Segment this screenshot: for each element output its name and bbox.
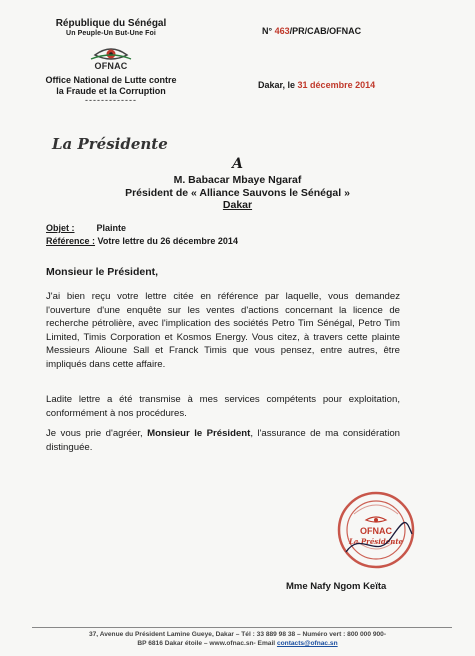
paragraph-3 — [46, 427, 400, 454]
signatory-name: Mme Nafy Ngom Keïta — [286, 581, 387, 592]
footer-divider — [32, 627, 452, 628]
letter-date — [258, 80, 375, 90]
reference-prefix: N° — [262, 26, 273, 36]
closing-part-2: , l'assurance de ma considération distinguée. — [46, 428, 400, 453]
stamp-logo-text: OFNAC — [360, 526, 392, 536]
recipient-block — [0, 174, 475, 212]
addressee-marker: A — [232, 156, 243, 172]
reference-value: Votre lettre du 26 décembre 2014 — [97, 236, 238, 246]
letterhead — [36, 18, 186, 105]
reference-line — [46, 236, 238, 246]
paragraph-1: J'ai bien reçu votre lettre citée en référence par laquelle, vous demandez l'ouverture d'une enquête sur les ventes d'actions concernant la licence de recherche pétrolière, avec l'implication des sociétés Petro Tim Sénégal, Petro Tim Limited, Timis Corporation et Kosmos Energy. Vous citez, à travers cette plainte Messieurs Alioune Sall et Franck Timis que vous pensez, entre autres, être impliqués dans cette affaire. — [46, 291, 400, 371]
subject-line — [46, 223, 126, 233]
closing-addressee: Monsieur le Président — [147, 428, 251, 439]
official-stamp — [336, 490, 416, 570]
date-prefix: Dakar, le — [258, 80, 296, 90]
footer-email-link[interactable]: contacts@ofnac.sn — [276, 640, 338, 647]
recipient-title: Président de « Alliance Sauvons le Sénégal » — [125, 186, 350, 199]
signatory-title: La Présidente — [52, 135, 168, 153]
footer-address: 37, Avenue du Président Lamine Gueye, Dakar – Tél : 33 889 98 38 – Numéro vert : 800 000 900- — [88, 631, 387, 638]
office-line-2: la Fraude et la Corruption — [56, 85, 166, 96]
subject-value: Plainte — [96, 223, 127, 233]
footer-contact-text: BP 6816 Dakar étoile – www.ofnac.sn- Email — [137, 640, 277, 647]
separator-dashes: ------------- — [85, 95, 137, 106]
recipient-name: M. Babacar Mbaye Ngaraf — [173, 174, 302, 186]
reference-number-value: 463 — [274, 26, 290, 36]
reference-suffix: /PR/CAB/OFNAC — [289, 26, 362, 36]
footer-contact — [0, 640, 475, 649]
stamp-inner-text: La Présidente — [348, 537, 404, 546]
reference-label: Référence : — [46, 236, 96, 246]
paragraph-2: Ladite lettre a été transmise à mes services compétents pour exploitation, conformément à nos procédures. — [46, 394, 400, 419]
office-name — [36, 75, 186, 98]
subject-label: Objet : — [46, 223, 75, 233]
logo-text: OFNAC — [94, 60, 128, 71]
office-line-1: Office National de Lutte contre — [45, 74, 177, 85]
recipient-city: Dakar — [222, 199, 253, 212]
reference-number — [262, 26, 361, 36]
closing-part-1: Je vous prie d'agréer, — [46, 428, 148, 439]
salutation: Monsieur le Président, — [46, 266, 159, 278]
republic-name: République du Sénégal — [55, 18, 167, 29]
national-motto: Un Peuple-Un But-Une Foi — [66, 29, 156, 37]
date-value: 31 décembre 2014 — [297, 80, 376, 90]
ofnac-logo — [81, 41, 141, 73]
stamp-seal-icon — [336, 490, 416, 570]
